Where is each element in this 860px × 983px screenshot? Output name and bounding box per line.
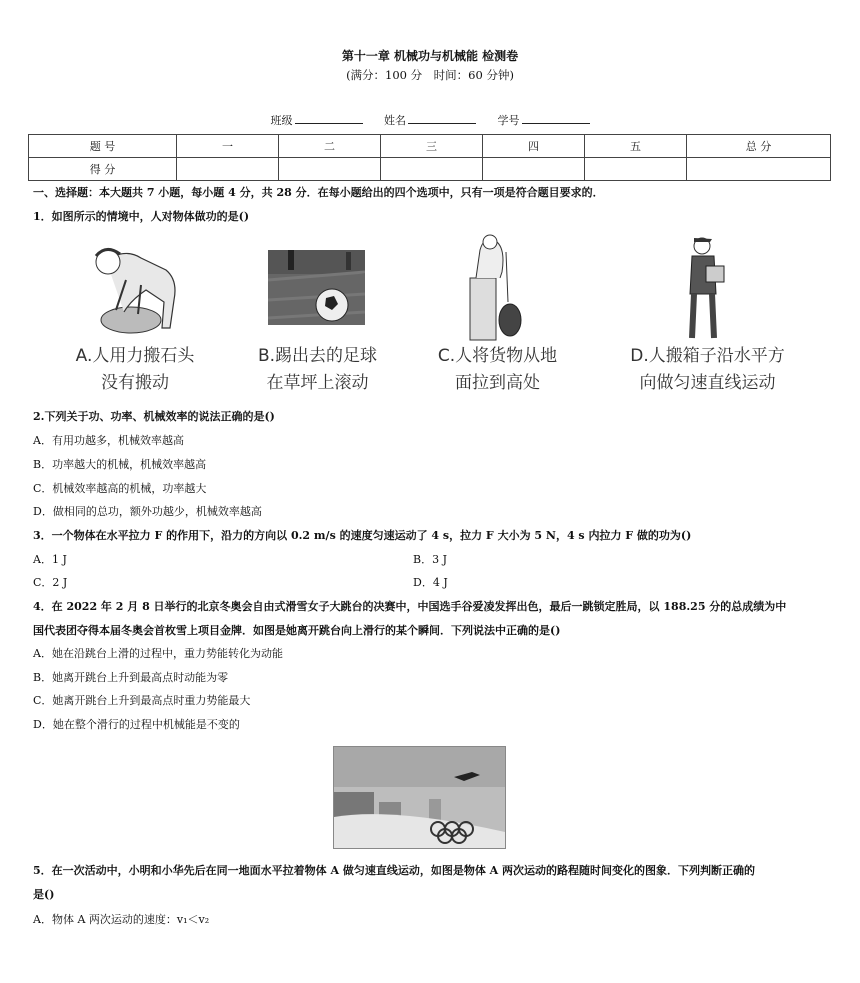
option[interactable]: B．功率越大的机械，机械效率越高: [33, 458, 207, 471]
option[interactable]: B．3 J: [413, 553, 447, 566]
page-title: 第十一章 机械功与机械能 检测卷: [341, 49, 519, 63]
pulling-goods-illustration: [466, 232, 526, 342]
score-table-header-row: [29, 135, 831, 158]
score-blank[interactable]: [177, 158, 279, 181]
table-cell: 总 分: [687, 135, 831, 158]
figure-c-caption: [430, 343, 565, 397]
question-3-stem: 3．一个物体在水平拉力 F 的作用下，沿力的方向以 0.2 m/s 的速度匀速运动了 4 s，拉力 F 大小为 5 N，4 s 内拉力 F 做的功为(): [33, 529, 692, 542]
caption-line: 面拉到高处: [455, 373, 540, 393]
ski-jump-photo: [333, 746, 506, 849]
option[interactable]: A．1 J: [33, 553, 67, 566]
score-blank[interactable]: [483, 158, 585, 181]
soccer-ball-photo: [268, 250, 365, 325]
table-cell: 一: [177, 135, 279, 158]
class-label: 班级: [270, 114, 293, 127]
question-4-stem-line1: 4．在 2022 年 2 月 8 日举行的北京冬奥会自由式滑雪女子大跳台的决赛中，中国选手谷爱凌发挥出色，最后一跳锁定胜局，以 188.25 分的总成绩为中: [33, 600, 787, 613]
score-blank[interactable]: [585, 158, 687, 181]
caption-line: B.踢出去的足球: [257, 346, 378, 366]
figure-d-caption: [620, 343, 795, 397]
figure-a-caption: [70, 343, 200, 397]
id-label: 学号: [497, 114, 520, 127]
caption-line: 在草坪上滚动: [266, 373, 369, 393]
option[interactable]: C．2 J: [33, 576, 68, 589]
carrying-box-illustration: [684, 236, 728, 341]
class-blank[interactable]: [295, 114, 363, 124]
caption-line: 没有搬动: [101, 373, 169, 393]
score-table-score-row: [29, 158, 831, 181]
table-cell: 三: [381, 135, 483, 158]
caption-line: 向做匀速直线运动: [639, 373, 776, 393]
question-4-stem-line2: 国代表团夺得本届冬奥会首枚雪上项目金牌．如图是她离开跳台向上滑行的某个瞬间．下列说法中正确的是(): [33, 624, 561, 637]
caption-line: D.人搬箱子沿水平方: [630, 346, 785, 366]
score-blank[interactable]: [381, 158, 483, 181]
option[interactable]: A．物体 A 两次运动的速度：v₁＜v₂: [33, 913, 210, 926]
table-cell: 题 号: [29, 135, 177, 158]
score-blank[interactable]: [687, 158, 831, 181]
option[interactable]: A．有用功越多，机械效率越高: [33, 434, 184, 447]
option[interactable]: C．机械效率越高的机械，功率越大: [33, 482, 207, 495]
name-blank[interactable]: [408, 114, 476, 124]
score-table: [28, 134, 831, 181]
option-row: [33, 574, 833, 590]
section-heading: 一、选择题：本大题共 7 小题，每小题 4 分，共 28 分．在每小题给出的四个选项中，只有一项是符合题目要求的．: [33, 186, 604, 199]
id-blank[interactable]: [522, 114, 590, 124]
option-row: [33, 551, 833, 567]
option[interactable]: D．她在整个滑行的过程中机械能是不变的: [33, 718, 240, 731]
caption-line: A.人用力搬石头: [75, 346, 195, 366]
table-cell: 五: [585, 135, 687, 158]
rock-lifting-illustration: [86, 240, 186, 335]
table-cell: 二: [279, 135, 381, 158]
question-1-stem: 1．如图所示的情境中，人对物体做功的是(): [33, 210, 250, 223]
option[interactable]: B．她离开跳台上升到最高点时动能为零: [33, 671, 229, 684]
question-5-stem-line2: 是(): [33, 888, 55, 901]
score-blank[interactable]: [279, 158, 381, 181]
name-label: 姓名: [384, 114, 406, 127]
page-subtitle: (满分：100 分 时间：60 分钟): [346, 68, 514, 82]
option[interactable]: C．她离开跳台上升到最高点时重力势能最大: [33, 694, 251, 707]
table-cell: 四: [483, 135, 585, 158]
question-2-stem: 2.下列关于功、功率、机械效率的说法正确的是(): [33, 410, 275, 423]
option[interactable]: A．她在沿跳台上滑的过程中，重力势能转化为动能: [33, 647, 283, 660]
option[interactable]: D．4 J: [413, 576, 448, 589]
option[interactable]: D．做相同的总功，额外功越少，机械效率越高: [33, 505, 262, 518]
figure-b-caption: [250, 343, 385, 397]
student-info-row: [0, 112, 860, 128]
question-5-stem-line1: 5．在一次活动中，小明和小华先后在同一地面水平拉着物体 A 做匀速直线运动，如图是物体 A 两次运动的路程随时间变化的图象．下列判断正确的: [33, 864, 756, 877]
table-cell: 得 分: [29, 158, 177, 181]
caption-line: C.人将货物从地: [437, 346, 558, 366]
